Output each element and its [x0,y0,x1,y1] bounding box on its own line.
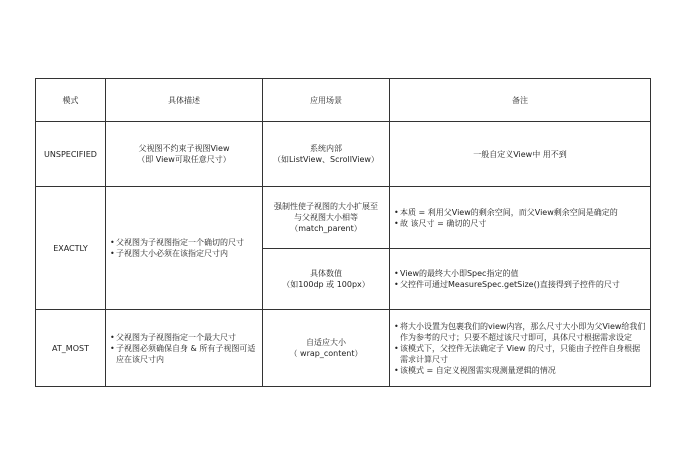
table-header-row [36,79,651,122]
measure-spec-table [35,78,651,387]
list-item: • 该模式 = 自定义视图需实现测量逻辑的情况 [394,365,646,376]
list-item: • 将大小设置为包裹我们的view内容，那么尺寸大小即为父View给我们作为参考的尺寸；只要不超过该尺寸即可，具体尺寸根据需求设定 [394,321,646,343]
desc-exactly [106,187,263,310]
desc-unspecified: 父视图不约束子视图View （即 View可取任意尺寸） [106,122,263,187]
scene-fixed-size: 具体数值 （如100dp 或 100px） [263,249,390,310]
table-row [36,310,651,387]
mode-exactly: EXACTLY [36,187,106,310]
header-mode: 模式 [36,79,106,122]
mode-at-most: AT_MOST [36,310,106,387]
list-item: • 子视图必须确保自身 & 所有子视图可适应在该尺寸内 [110,343,258,365]
table-row [36,122,651,187]
list-item: • 父控件可通过MeasureSpec.getSize()直接得到子控件的尺寸 [394,279,646,290]
table-row [36,187,651,249]
mode-unspecified: UNSPECIFIED [36,122,106,187]
header-note: 备注 [390,79,651,122]
scene-match-parent: 强制性使子视图的大小扩展至 与父视图大小相等 （match_parent） [263,187,390,249]
note-unspecified: 一般自定义View中 用不到 [390,122,651,187]
list-item: • 本质 = 利用父View的剩余空间，而父View剩余空间是确定的 [394,207,646,218]
header-scenario: 应用场景 [263,79,390,122]
list-item: • 该模式下，父控件无法确定子 View 的尺寸，只能由子控件自身根据需求计算尺寸 [394,343,646,365]
list-item: • 父视图为子视图指定一个最大尺寸 [110,332,258,343]
list-item: • View的最终大小即Spec指定的值 [394,268,646,279]
header-description: 具体描述 [106,79,263,122]
note-match-parent [390,187,651,249]
desc-at-most [106,310,263,387]
list-item: • 父视图为子视图指定一个确切的尺寸 [110,237,258,248]
list-item: • 故 该尺寸 = 确切的尺寸 [394,218,646,229]
scene-wrap-content: 自适应大小 （ wrap_content） [263,310,390,387]
list-item: • 子视图大小必须在该指定尺寸内 [110,248,258,259]
note-fixed-size [390,249,651,310]
note-at-most [390,310,651,387]
scene-unspecified: 系统内部 （如ListView、ScrollView） [263,122,390,187]
